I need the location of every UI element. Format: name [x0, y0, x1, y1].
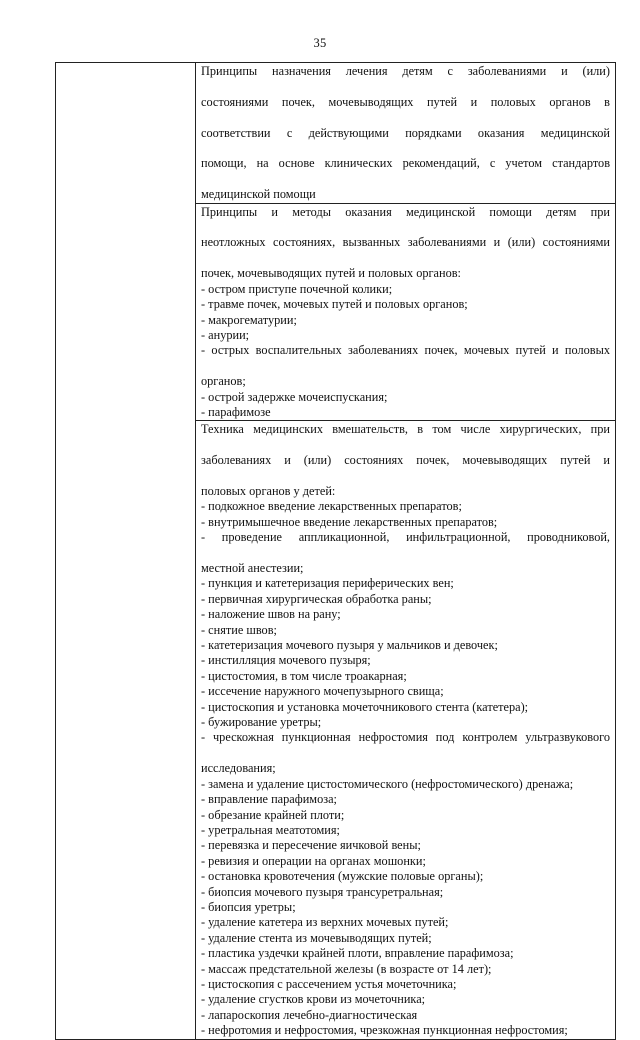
text-line: - внутримышечное введение лекарственных препаратов;: [201, 514, 498, 529]
text-line: - удаление стента из мочевыводящих путей;: [201, 930, 432, 945]
text-line: - анурии;: [201, 327, 250, 342]
text-line: - снятие швов;: [201, 622, 277, 637]
text-line: - остром приступе почечной колики;: [201, 281, 393, 296]
text-line: заболеваниях и (или) состояниях почек, мочевыводящих путей и: [201, 453, 610, 468]
text-line: - массаж предстательной железы (в возрасте от 14 лет);: [201, 961, 492, 976]
text-line: - цистоскопия и установка мочеточникового стента (катетера);: [201, 699, 529, 714]
text-line: - пункция и катетеризация периферических вен;: [201, 576, 454, 591]
text-line: - пластика уздечки крайней плоти, вправление парафимоза;: [201, 946, 514, 961]
text-line: - вправление парафимоза;: [201, 792, 337, 807]
text-line: - удаление катетера из верхних мочевых путей;: [201, 915, 449, 930]
text-line: - наложение швов на рану;: [201, 607, 341, 622]
text-line: - чрескожная пункционная нефростомия под контролем ультразвукового: [201, 730, 610, 745]
text-line: - макрогематурии;: [201, 312, 297, 327]
text-line: Принципы и методы оказания медицинской помощи детям при: [201, 204, 610, 219]
text-line: - инстилляция мочевого пузыря;: [201, 653, 371, 668]
text-line: - удаление сгустков крови из мочеточника;: [201, 992, 426, 1007]
text-line: - иссечение наружного мочепузырного свища;: [201, 684, 444, 699]
text-line: неотложных состояниях, вызванных заболеваниями и (или) состояниями: [201, 235, 610, 250]
row-cell-principles-treatment: [196, 63, 616, 204]
text-line: - замена и удаление цистостомического (нефростомического) дренажа;: [201, 776, 574, 791]
text-line: - первичная хирургическая обработка раны;: [201, 591, 432, 606]
text-line: Техника медицинских вмешательств, в том числе хирургических, при: [201, 422, 610, 437]
text-line: - ревизия и операции на органах мошонки;: [201, 853, 426, 868]
text-line: - нефротомия и нефростомия, чрезкожная пункционная нефростомия;: [201, 1023, 568, 1038]
text-line: - лапароскопия лечебно-диагностическая: [201, 1007, 418, 1022]
text-line: - биопсия мочевого пузыря трансуретральная;: [201, 884, 444, 899]
text-line: - бужирование уретры;: [201, 715, 322, 730]
text-line: - цистостомия, в том числе троакарная;: [201, 668, 407, 683]
row-cell-medical-interventions: [196, 421, 616, 1039]
text-line: органов;: [201, 374, 246, 389]
text-line: Принципы назначения лечения детям с заболеваниями и (или): [201, 64, 610, 78]
text-line: местной анестезии;: [201, 561, 304, 575]
text-line: - парафимозе: [201, 404, 271, 419]
text-line: - катетеризация мочевого пузыря у мальчиков и девочек;: [201, 638, 498, 653]
text-line: - острой задержке мочеиспускания;: [201, 389, 388, 404]
left-empty-cell: [56, 63, 196, 1040]
text-line: - проведение аппликационной, инфильтрационной, проводниковой,: [201, 530, 610, 545]
text-line: медицинской помощи: [201, 187, 316, 202]
text-line: - подкожное введение лекарственных препаратов;: [201, 499, 462, 514]
text-line: состояниями почек, мочевыводящих путей и половых органов в: [201, 94, 610, 109]
text-line: исследования;: [201, 761, 276, 776]
text-line: - уретральная меатотомия;: [201, 822, 340, 837]
text-line: - острых воспалительных заболеваниях почек, мочевых путей и половых: [201, 343, 610, 358]
text-line: - цистоскопия с рассечением устья мочеточника;: [201, 976, 457, 991]
content-table: [55, 62, 616, 1040]
table-row: [56, 63, 616, 204]
text-line: соответствии с действующими порядками оказания медицинской: [201, 125, 610, 140]
text-line: помощи, на основе клинических рекомендаций, с учетом стандартов: [201, 156, 610, 171]
text-line: - перевязка и пересечение яичковой вены;: [201, 838, 421, 853]
text-line: - травме почек, мочевых путей и половых органов;: [201, 297, 468, 312]
row-cell-emergency-care: [196, 203, 616, 421]
page-number: 35: [313, 36, 327, 50]
text-line: почек, мочевыводящих путей и половых органов:: [201, 266, 461, 281]
text-line: - остановка кровотечения (мужские половые органы);: [201, 869, 484, 884]
text-line: - биопсия уретры;: [201, 899, 296, 914]
text-line: половых органов у детей:: [201, 483, 336, 498]
text-line: - обрезание крайней плоти;: [201, 807, 345, 822]
